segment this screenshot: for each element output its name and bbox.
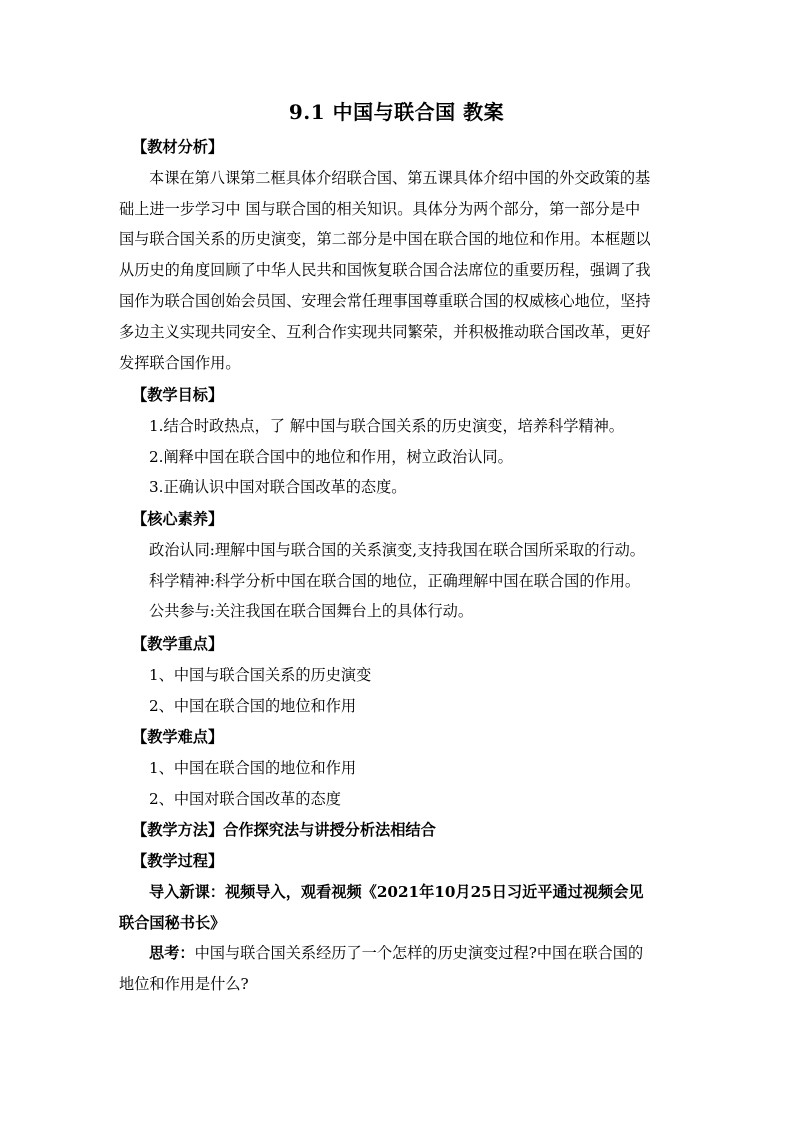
section-heading: 【教学重点】 (132, 635, 224, 653)
intro-line: 导入新课：视频导入，观看视频《2021年10月25日习近平通过视频会见 (149, 882, 644, 901)
paragraph-line: 国作为联合国创始会员国、安理会常任理事国尊重联合国的权威核心地位，坚持 (119, 291, 651, 310)
list-item: 公共参与:关注我国在联合国舞台上的具体行动。 (149, 602, 474, 621)
list-item: 政治认同:理解中国与联合国的关系演变,支持我国在联合国所采取的行动。 (149, 540, 645, 559)
think-text: 地位和作用是什么? (119, 975, 249, 994)
section-teaching-method (119, 815, 679, 846)
paragraph-line: 从历史的角度回顾了中华人民共和国恢复联合国合法席位的重要历程，强调了我 (119, 261, 651, 280)
paragraph-line: 础上进一步学习中 国与联合国的相关知识。具体分为两个部分，第一部分是中 (119, 199, 641, 218)
section-teaching-process (119, 846, 679, 1000)
paragraph-line: 本课在第八课第二框具体介绍联合国、第五课具体介绍中国的外交政策的基 (149, 168, 651, 187)
section-difficulties (119, 722, 679, 814)
list-item: 2.阐释中国在联合国中的地位和作用，树立政治认同。 (149, 447, 513, 466)
list-item: 1、中国在联合国的地位和作用 (149, 758, 357, 777)
section-heading: 【教学难点】 (132, 728, 224, 746)
intro-line: 联合国秘书长》 (119, 913, 226, 932)
section-heading: 【教学方法】 (132, 821, 224, 839)
section-teaching-goals (119, 380, 679, 503)
think-label: 思考： (149, 944, 195, 963)
section-key-points (119, 629, 679, 721)
section-core-literacy (119, 504, 679, 627)
section-heading: 【核心素养】 (132, 510, 224, 528)
list-item: 科学精神:科学分析中国在联合国的地位，正确理解中国在联合国的作用。 (149, 571, 641, 590)
page-title: 9.1 中国与联合国 教案 (288, 100, 505, 124)
list-item: 2、中国对联合国改革的态度 (149, 789, 341, 808)
paragraph-line: 发挥联合国作用。 (119, 353, 241, 372)
section-heading: 【教学目标】 (132, 386, 224, 404)
section-heading: 【教学过程】 (132, 852, 224, 870)
section-heading: 【教材分析】 (132, 138, 224, 156)
list-item: 1、中国与联合国关系的历史演变 (149, 665, 372, 684)
paragraph-line: 多边主义实现共同安全、互利合作实现共同繁荣，并积极推动联合国改革，更好 (119, 322, 651, 341)
think-text: 中国与联合国关系经历了一个怎样的历史演变过程?中国在联合国的 (194, 944, 644, 963)
paragraph-line: 国与联合国关系的历史演变，第二部分是中国在联合国的地位和作用。本框题以 (119, 230, 651, 249)
list-item: 3.正确认识中国对联合国改革的态度。 (149, 478, 407, 497)
method-text: 合作探究法与讲授分析法相结合 (223, 821, 436, 839)
list-item: 2、中国在联合国的地位和作用 (149, 696, 357, 715)
list-item: 1.结合时政热点，了 解中国与联合国关系的历史演变，培养科学精神。 (149, 416, 624, 435)
section-textbook-analysis (119, 132, 679, 378)
